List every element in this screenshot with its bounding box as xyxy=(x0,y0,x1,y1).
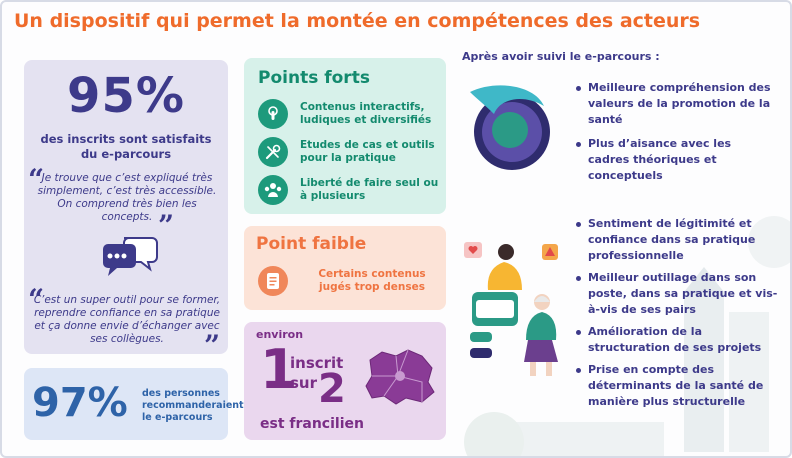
strength-item-group xyxy=(258,172,444,208)
ratio-numerator: 1 xyxy=(260,338,298,401)
region-card xyxy=(244,322,446,440)
weakness-title: Point faible xyxy=(256,234,367,254)
inscrit-label: inscrit xyxy=(290,354,344,372)
quote-open-icon-2: “ xyxy=(28,283,45,316)
sur-label: sur xyxy=(290,374,318,392)
quote-close-icon-2: ” xyxy=(204,329,221,362)
after-item: Prise en compte des déterminants de la santé de manière plus structurelle xyxy=(576,362,786,410)
tools-icon xyxy=(258,137,288,167)
ile-de-france-map-icon xyxy=(362,346,438,406)
strength-label: Contenus interactifs, ludiques et diversifiés xyxy=(300,101,432,126)
satisfaction-label: des inscrits sont satisfaits du e-parcours xyxy=(40,132,212,161)
swirl-logo-icon xyxy=(464,80,556,172)
strength-label: Etudes de cas et outils pour la pratique xyxy=(300,139,435,164)
document-icon xyxy=(258,266,288,296)
after-item: Plus d’aisance avec les cadres théoriques et conceptuels xyxy=(576,136,776,184)
after-list-1 xyxy=(576,80,776,192)
environ-label: environ xyxy=(256,328,304,341)
strength-item-tools xyxy=(258,134,444,170)
quote-close-icon: ” xyxy=(158,209,175,242)
quote-open-icon: “ xyxy=(28,163,45,196)
strength-item-interactive xyxy=(258,96,444,132)
page-title: Un dispositif qui permet la montée en compétences des acteurs xyxy=(14,10,701,32)
touch-icon xyxy=(258,99,288,129)
recommend-label: des personnes recommanderaient le e-parcours xyxy=(142,388,244,423)
after-item: Amélioration de la structuration de ses projets xyxy=(576,324,786,356)
after-item: Sentiment de légitimité et confiance dans sa pratique professionnelle xyxy=(576,216,786,264)
satisfaction-percent: 95% xyxy=(67,68,185,124)
weakness-card xyxy=(244,226,446,310)
recommend-card xyxy=(24,368,244,440)
testimonial-quote-1: Je trouve que c’est expliqué très simplement, c’est très accessible. On comprend très bien les concepts. xyxy=(37,172,217,223)
weakness-label: Certains contenus jugés trop denses xyxy=(318,268,426,293)
strength-label: Liberté de faire seul ou à plusieurs xyxy=(300,177,439,202)
after-list-2 xyxy=(576,216,786,416)
francilien-label: est francilien xyxy=(260,416,364,432)
after-intro: Après avoir suivi le e-parcours : xyxy=(462,50,660,63)
strengths-card xyxy=(244,58,446,214)
ratio-denominator: 2 xyxy=(318,366,346,412)
strengths-title: Points forts xyxy=(258,68,370,88)
group-icon xyxy=(258,175,288,205)
people-illustration xyxy=(458,230,570,380)
chat-bubbles-icon xyxy=(98,234,158,280)
testimonial-quote-2: C’est un super outil pour se former, reprendre confiance en sa pratique et ça donne envie d’échanger avec ses collègues. xyxy=(33,294,221,345)
after-item: Meilleur outillage dans son poste, dans sa pratique et vis-à-vis de ses pairs xyxy=(576,270,786,318)
recommend-percent: 97% xyxy=(32,380,128,426)
satisfaction-card xyxy=(24,60,228,362)
after-item: Meilleure compréhension des valeurs de la promotion de la santé xyxy=(576,80,776,128)
